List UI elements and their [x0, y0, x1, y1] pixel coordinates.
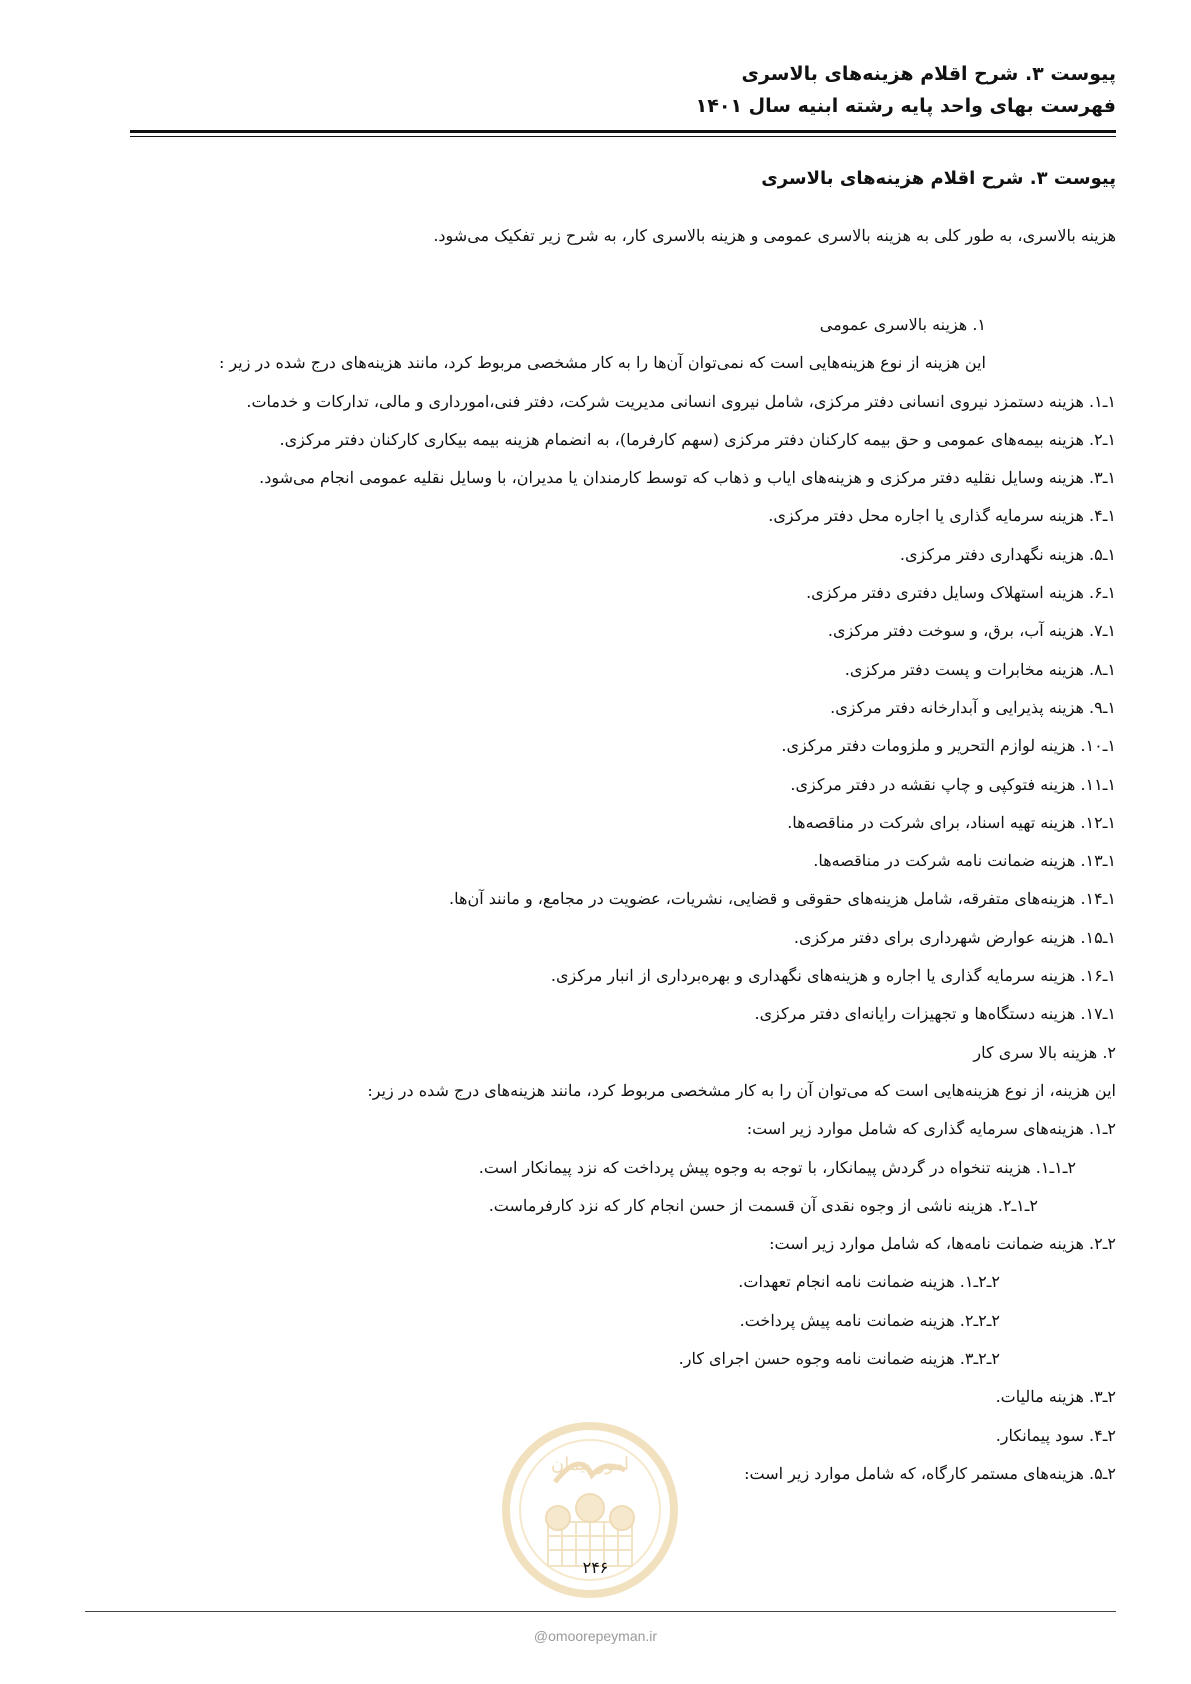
- list-item: ۲ـ۵. هزینه‌های مستمر کارگاه، که شامل موارد زیر است:: [744, 1463, 1116, 1483]
- section-title: پیوست ۳. شرح اقلام هزینه‌های بالاسری: [761, 168, 1116, 189]
- header-rule-thin: [130, 136, 1116, 137]
- intro-paragraph: هزینه بالاسری، به طور کلی به هزینه بالاسری عمومی و هزینه بالاسری کار، به شرح زیر تفکیک می‌شود.: [433, 226, 1116, 245]
- list-item: ۱ـ۱۰. هزینه لوازم التحریر و ملزومات دفتر مرکزی.: [781, 736, 1116, 756]
- list-item: ۱ـ۳. هزینه وسایل نقلیه دفتر مرکزی و هزینه‌های ایاب و ذهاب که توسط کارمندان یا مدیران، با وسایل نقلیه عمومی انجام می‌شود.: [259, 468, 1116, 488]
- list-item: ۲ـ۲ـ۱. هزینه ضمانت نامه انجام تعهدات.: [738, 1272, 1000, 1292]
- footer-rule: [85, 1611, 1116, 1612]
- page-number: ۲۴۶: [582, 1558, 609, 1577]
- list-item: ۲ـ۱. هزینه‌های سرمایه گذاری که شامل موارد زیر است:: [746, 1119, 1116, 1139]
- list-item: ۱ـ۱۱. هزینه فتوکپی و چاپ نقشه در دفتر مرکزی.: [790, 774, 1116, 794]
- list-item: ۲. هزینه بالا سری کار: [973, 1042, 1116, 1062]
- header-rule-thick: [130, 130, 1116, 133]
- watermark-text: امور پیمان: [551, 1454, 629, 1475]
- page-header: [130, 58, 1116, 122]
- list-item: ۱ـ۸. هزینه مخابرات و پست دفتر مرکزی.: [844, 659, 1116, 679]
- list-item: ۲ـ۱ـ۱. هزینه تنخواه در گردش پیمانکار، با توجه به وجوه پیش پرداخت که نزد پیمانکار است.: [478, 1157, 1076, 1177]
- list-item: ۱ـ۱. هزینه دستمزد نیروی انسانی دفتر مرکزی، شامل نیروی انسانی مدیریت شرکت، دفتر فنی،امورداری و مالی، تدارکات و خدمات.: [246, 391, 1116, 411]
- list-item: ۲ـ۲ـ۳. هزینه ضمانت نامه وجوه حسن اجرای کار.: [678, 1349, 1000, 1369]
- footer-site[interactable]: @omoorepeyman.ir: [533, 1628, 658, 1644]
- list-item: ۲ـ۱ـ۲. هزینه ناشی از وجوه نقدی آن قسمت از حسن انجام کار که نزد کارفرماست.: [488, 1195, 1038, 1215]
- list-item: ۱ـ۱۷. هزینه دستگاه‌ها و تجهیزات رایانه‌ای دفتر مرکزی.: [754, 1004, 1116, 1024]
- list-item: ۱ـ۱۲. هزینه تهیه اسناد، برای شرکت در مناقصه‌ها.: [787, 812, 1116, 832]
- list-item: این هزینه از نوع هزینه‌هایی است که نمی‌توان آن‌ها را به کار مشخصی مربوط کرد، مانند هزینه‌های درج شده در زیر :: [218, 353, 986, 373]
- list-item: ۱ـ۵. هزینه نگهداری دفتر مرکزی.: [899, 544, 1116, 564]
- list-item: ۱ـ۱۶. هزینه سرمایه گذاری یا اجاره و هزینه‌های نگهداری و بهره‌برداری از انبار مرکزی.: [550, 966, 1116, 986]
- list-item: ۱ـ۲. هزینه بیمه‌های عمومی و حق بیمه کارکنان دفتر مرکزی (سهم کارفرما)، به انضمام هزینه بیمه بیکاری کارکنان دفتر مرکزی.: [279, 429, 1116, 449]
- list-item: ۱ـ۱۴. هزینه‌های متفرقه، شامل هزینه‌های حقوقی و قضایی، نشریات، عضویت در مجامع، و مانند آن‌ها.: [449, 889, 1116, 909]
- list-item: ۱ـ۷. هزینه آب، برق، و سوخت دفتر مرکزی.: [827, 621, 1116, 641]
- list-item: ۱ـ۱۳. هزینه ضمانت نامه شرکت در مناقصه‌ها.: [813, 851, 1116, 871]
- content-list: [130, 306, 1116, 1493]
- list-item: ۱. هزینه بالاسری عمومی: [819, 315, 986, 334]
- list-item: ۲ـ۳. هزینه مالیات.: [995, 1387, 1116, 1407]
- header-subtitle: فهرست بهای واحد پایه رشته ابنیه سال ۱۴۰۱: [695, 95, 1116, 117]
- list-item: ۱ـ۹. هزینه پذیرایی و آبدارخانه دفتر مرکزی.: [830, 697, 1116, 717]
- header-title: پیوست ۳. شرح اقلام هزینه‌های بالاسری: [741, 63, 1116, 85]
- list-item: ۱ـ۱۵. هزینه عوارض شهرداری برای دفتر مرکزی.: [793, 927, 1116, 947]
- list-item: ۲ـ۲. هزینه ضمانت نامه‌ها، که شامل موارد زیر است:: [769, 1234, 1116, 1254]
- list-item: ۲ـ۲ـ۲. هزینه ضمانت نامه پیش پرداخت.: [739, 1310, 1000, 1330]
- list-item: ۱ـ۴. هزینه سرمایه گذاری یا اجاره محل دفتر مرکزی.: [768, 506, 1116, 526]
- list-item: ۲ـ۴. سود پیمانکار.: [995, 1425, 1116, 1445]
- list-item: این هزینه، از نوع هزینه‌هایی است که می‌توان آن را به کار مشخصی مربوط کرد، مانند هزینه‌های درج شده در زیر:: [367, 1080, 1116, 1100]
- list-item: ۱ـ۶. هزینه استهلاک وسایل دفتری دفتر مرکزی.: [806, 583, 1116, 603]
